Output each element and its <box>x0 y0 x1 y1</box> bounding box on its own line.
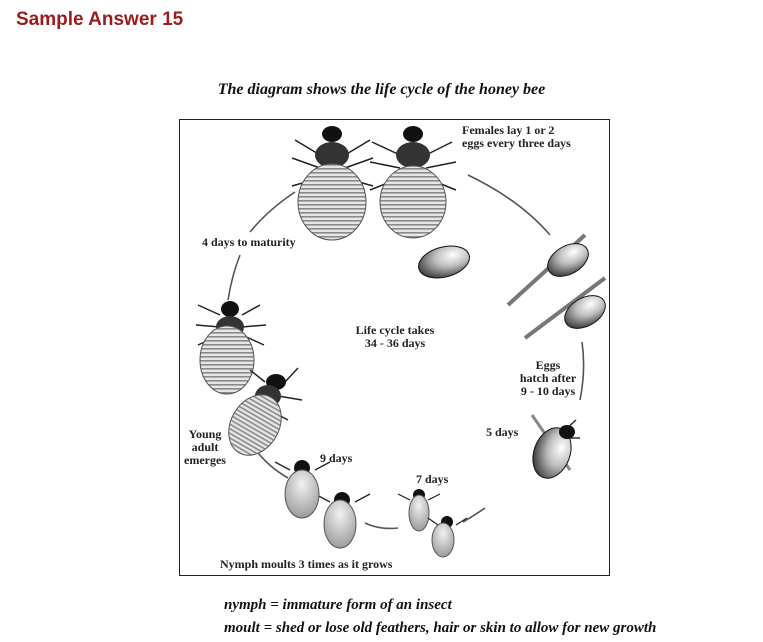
cycle-line-left-upper <box>250 192 295 232</box>
center-label <box>340 324 450 350</box>
label-eggs-hatch-line-2: hatch after <box>519 371 577 385</box>
label-7-days: 7 days <box>416 472 449 486</box>
label-young-adult <box>180 428 230 467</box>
label-9-days: 9 days <box>320 451 353 465</box>
definition-moult: moult = shed or lose old feathers, hair or skin to allow for new growth <box>224 620 657 636</box>
center-label-line-2: 34 - 36 days <box>364 336 426 350</box>
nymph-medium <box>315 492 370 548</box>
label-young-adult-line-3: emerges <box>184 453 226 467</box>
nymph-small-right-1 <box>398 489 440 531</box>
cycle-line-top-right <box>468 175 550 235</box>
label-5-days: 5 days <box>486 425 519 439</box>
cycle-line-left-lower <box>228 255 240 300</box>
label-females <box>462 124 571 150</box>
life-cycle-diagram <box>179 119 610 576</box>
label-eggs-hatch-line-3: 9 - 10 days <box>520 384 576 398</box>
young-adult-upper <box>196 301 266 394</box>
label-females-line-2: eggs every three days <box>462 136 571 150</box>
label-females-line-1: Females lay 1 or 2 <box>462 123 555 137</box>
larva-bee <box>526 415 580 484</box>
nymph-large <box>275 460 330 518</box>
label-eggs-hatch <box>510 359 586 398</box>
label-young-adult-line-2: adult <box>191 440 219 454</box>
cycle-line-bottom-right <box>463 508 485 522</box>
page-heading: Sample Answer 15 <box>16 9 184 30</box>
nymph-small-right-2 <box>428 516 467 557</box>
label-young-adult-line-1: Young <box>188 427 222 441</box>
cycle-line-bottom <box>365 523 398 528</box>
adult-bee-left <box>292 126 373 240</box>
diagram-title: The diagram shows the life cycle of the honey bee <box>217 81 546 98</box>
label-nymph: Nymph moults 3 times as it grows <box>220 557 393 571</box>
definition-nymph: nymph = immature form of an insect <box>224 597 452 613</box>
label-maturity: 4 days to maturity <box>202 235 296 249</box>
egg-1 <box>415 241 473 283</box>
adult-bee-right <box>370 126 456 238</box>
center-label-line-1: Life cycle takes <box>355 323 435 337</box>
label-eggs-hatch-line-1: Eggs <box>535 358 561 372</box>
egg-3 <box>525 278 611 338</box>
